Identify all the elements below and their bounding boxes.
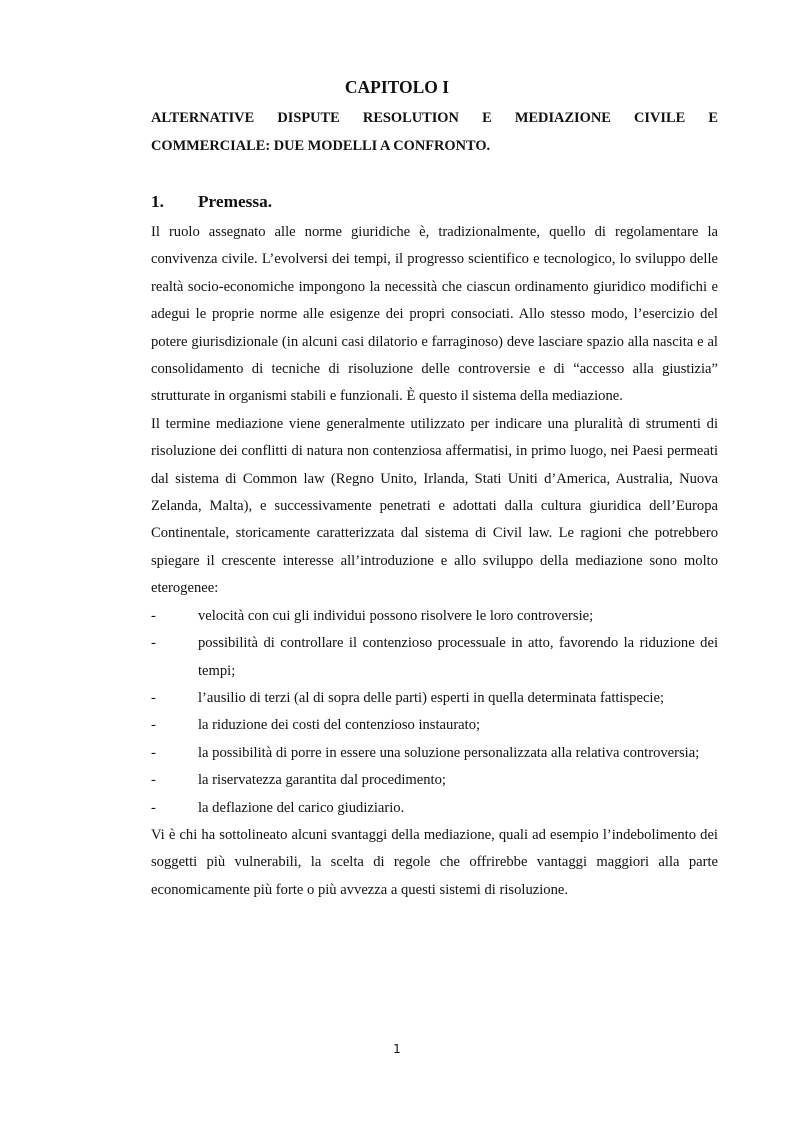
- list-item: [151, 740, 718, 767]
- chapter-subtitle: ALTERNATIVE DISPUTE RESOLUTION E MEDIAZIONE CIVILE E COMMERCIALE: DUE MODELLI A CONFRONTO.: [151, 110, 718, 154]
- list-dash: -: [151, 689, 156, 706]
- section-heading: [151, 190, 718, 214]
- list-item-text: possibilità di controllare il contenzioso processuale in atto, favorendo la riduzione dei tempi;: [198, 635, 718, 679]
- list-item-text: la deflazione del carico giudiziario.: [198, 799, 405, 816]
- list-dash: -: [151, 799, 156, 816]
- list-item-text: la possibilità di porre in essere una soluzione personalizzata alla relativa controversia;: [198, 744, 700, 761]
- list-item-text: velocità con cui gli individui possono risolvere le loro controversie;: [198, 607, 594, 624]
- closing-paragraph: Vi è chi ha sottolineato alcuni svantaggi della mediazione, quali ad esempio l’indebolimento dei soggetti più vulnerabili, la scelta di regole che offrirebbe vantaggi maggiori alla parte economicamente più forte o più avvezza a questi sistemi di risoluzione.: [151, 826, 718, 898]
- list-dash: -: [151, 772, 156, 789]
- advantages-list: [151, 603, 718, 822]
- page-number: 1: [393, 1042, 401, 1056]
- list-item: [151, 685, 718, 712]
- list-item-text: la riservatezza garantita dal procedimento;: [198, 772, 446, 789]
- list-item-text: l’ausilio di terzi (al di sopra delle parti) esperti in quella determinata fattispecie;: [198, 689, 665, 706]
- list-item: [151, 603, 718, 630]
- paragraph: Il ruolo assegnato alle norme giuridiche è, tradizionalmente, quello di regolamentare la convivenza civile. L’evolversi dei tempi, il progresso scientifico e tecnologico, lo sviluppo delle realtà socio-economiche impongono la necessità che ciascun ordinamento giuridico modifichi e adegui le proprie norme alle esigenze dei propri consociati. Allo stesso modo, l’esercizio del potere giurisdizionale (in alcuni casi dilatorio e farraginoso) deve lasciare spazio alla nascita e al consolidamento di tecniche di risoluzione delle controversie e di “accesso alla giustizia” strutturate in organismi stabili e funzionali. È questo il sistema della mediazione.: [151, 224, 718, 405]
- list-item: [151, 767, 718, 794]
- section-title: Premessa.: [198, 192, 273, 211]
- chapter-title: CAPITOLO I: [344, 77, 450, 97]
- paragraph: Il termine mediazione viene generalmente utilizzato per indicare una pluralità di strumenti di risoluzione dei conflitti di natura non contenziosa affermatisi, in primo luogo, nei Paesi permeati dal sistema di Common law (Regno Unito, Irlanda, Stati Uniti d’America, Australia, Nuova Zelanda, Malta), e successivamente penetrati e adottati dalla cultura giuridica dell’Europa Continentale, storicamente caratterizzata dal sistema di Civil law. Le ragioni che potrebbero spiegare il crescente interesse all’introduzione e allo sviluppo della mediazione sono molto eterogenee:: [151, 415, 718, 597]
- list-dash: -: [151, 607, 156, 624]
- list-dash: -: [151, 744, 156, 761]
- body-text: [151, 219, 718, 904]
- list-item-text: la riduzione dei costi del contenzioso instaurato;: [198, 717, 481, 734]
- section-number: 1.: [151, 192, 164, 211]
- list-item: [151, 712, 718, 739]
- list-item: [151, 630, 718, 685]
- list-item: [151, 795, 718, 822]
- list-dash: -: [151, 635, 156, 652]
- list-dash: -: [151, 717, 156, 734]
